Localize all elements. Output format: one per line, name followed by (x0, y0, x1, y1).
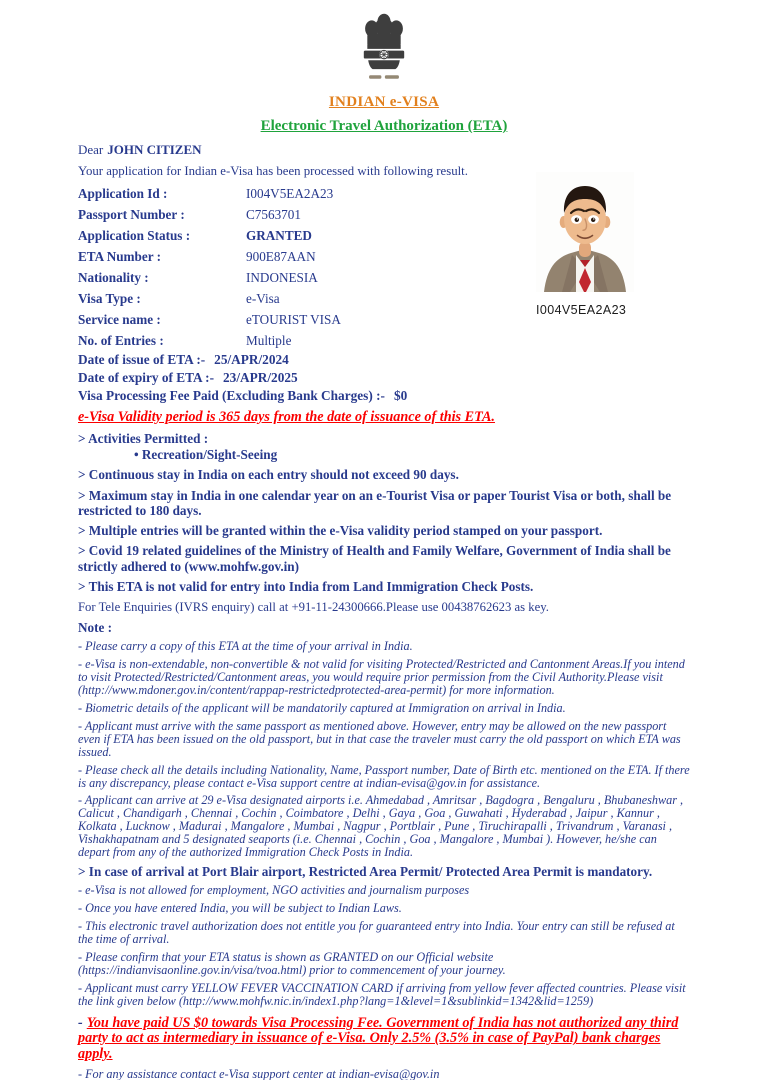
detail-value: 900E87AAN (246, 248, 316, 264)
page-subtitle: Electronic Travel Authorization (ETA) (260, 118, 508, 134)
detail-value: INDONESIA (246, 269, 318, 285)
guideline-maximum-stay: > Maximum stay in India in one calendar year on an e-Tourist Visa or paper Tourist Visa or both, shall be restricted to 180 days. (78, 487, 672, 518)
detail-label: ETA Number : (78, 248, 162, 264)
note-confirm-status: - Please confirm that your ETA status is shown as GRANTED on our Official website (https://indianvisaonline.gov.in/visa/tvoa.html) prior to commencement of your journey. (78, 949, 506, 977)
issue-date-line (78, 351, 690, 369)
expiry-date-line (78, 369, 690, 387)
detail-value: e-Visa (246, 290, 280, 306)
emblem-wrap (78, 12, 690, 89)
issue-date-label: Date of issue of ETA :- (78, 352, 206, 367)
payment-warning-dash: - (78, 1014, 83, 1031)
detail-value: eTOURIST VISA (246, 311, 341, 327)
detail-row-no-of-entries (78, 330, 690, 351)
tele-enquiries-line: For Tele Enquiries (IVRS enquiry) call at +91-11-24300666.Please use 00438762623 as key. (78, 600, 549, 615)
fee-paid-value: $0 (393, 388, 408, 403)
port-blair-notice: > In case of arrival at Port Blair airport, Restricted Area Permit/ Protected Area Permit is mandatory. (78, 863, 653, 879)
guideline-covid: > Covid 19 related guidelines of the Ministry of Health and Family Welfare, Government of India shall be strictly adhered to (www.mohfw.gov.in) (78, 543, 671, 574)
applicant-photo (536, 172, 634, 317)
note-yellow-fever: - Applicant must carry YELLOW FEVER VACCINATION CARD if arriving from yellow fever affected countries. Please visit the link given below (http://www.mohfw.nic.in/index1.php?lang=1&level=1&sublinkid=1342&lid=1259) (78, 980, 686, 1008)
ashoka-emblem-icon (359, 12, 409, 84)
note-non-extendable: - e-Visa is non-extendable, non-convertible & not valid for visiting Protected/Restricted and Cantonment Areas.If you intend to visit Protected/Restricted/Cantonment areas, you would require prior permission from the Civil Authority.Please visit (http://www.mdoner.gov.in/content/rappap-restrictedprotected-area-permit) for more information. (78, 657, 685, 698)
status-value-granted: GRANTED (246, 227, 312, 243)
note-heading: Note : (78, 620, 113, 636)
payment-warning (78, 1016, 690, 1063)
activities-bullet: • Recreation/Sight-Seeing (134, 447, 278, 463)
note-no-guaranteed-entry: - This electronic travel authorization does not entitle you for guaranteed entry into India. Your entry can still be refused at the time of arrival. (78, 919, 675, 946)
photo-caption: I004V5EA2A23 (536, 303, 627, 317)
issue-date-value: 25/APR/2024 (214, 352, 289, 367)
expiry-date-value: 23/APR/2025 (223, 370, 298, 385)
fee-paid-line (78, 387, 690, 405)
applicant-name: JOHN CITIZEN (107, 142, 202, 157)
page-title: INDIAN e-VISA (328, 94, 440, 110)
greeting (78, 142, 690, 158)
note-no-employment: - e-Visa is not allowed for employment, NGO activities and journalism purposes (78, 883, 470, 898)
fee-paid-label: Visa Processing Fee Paid (Excluding Bank Charges) :- (78, 388, 385, 403)
detail-label: Application Id : (78, 185, 168, 201)
detail-value: I004V5EA2A23 (246, 185, 334, 201)
note-designated-airports: - Applicant can arrive at 29 e-Visa designated airports i.e. Ahmedabad , Amritsar , Bagdogra , Bengaluru , Bhubaneshwar , Calicut , Chandigarh , Chennai , Cochin , Coimbatore , Delhi , Gaya , Goa , Guwahati , Hyderabad , Jaipur , Kannur , Kolkata , Lucknow , Madurai , Mangalore , Mumbai , Nagpur , Portblair , Pune , Tiruchirapalli , Trivandrum , Varanasi , Vishakhapatnam and 5 designated seaports (i.e. Chennai , Cochin , Goa , Mangalore , Mumbai ). However, he/she can depart from any of the authorized Immigration Check Posts in India. (78, 793, 684, 860)
expiry-date-label: Date of expiry of ETA :- (78, 370, 215, 385)
payment-warning-text: You have paid US $0 towards Visa Processing Fee. Government of India has not authorized any third party to act as intermediary in issuance of e-Visa. Only 2.5% (3.5% in case of PayPal) bank charges apply. (78, 1014, 679, 1063)
applicant-photo-image (536, 172, 634, 292)
detail-label: No. of Entries : (78, 332, 164, 348)
intro-text: Your application for Indian e-Visa has been processed with following result. (78, 164, 468, 178)
note-carry-copy: - Please carry a copy of this ETA at the time of your arrival in India. (78, 639, 413, 654)
satyameva-jayate-motto (369, 75, 399, 79)
assistance-note: - For any assistance contact e-Visa support center at indian-evisa@gov.in (78, 1066, 440, 1080)
note-biometric: - Biometric details of the applicant will be mandatorily captured at Immigration on arrival in India. (78, 701, 566, 715)
note-indian-laws: - Once you have entered India, you will be subject to Indian Laws. (78, 901, 402, 916)
guideline-continuous-stay: > Continuous stay in India on each entry should not exceed 90 days. (78, 467, 459, 483)
note-same-passport: - Applicant must arrive with the same passport as mentioned above. However, entry may be allowed on the new passport even if ETA has been issued on the old passport, but in that case the traveler must carry the old passport on which ETA was issued. (78, 718, 681, 759)
detail-value: Multiple (246, 332, 292, 348)
detail-label: Application Status : (78, 227, 191, 243)
detail-label: Nationality : (78, 269, 149, 285)
guideline-multiple-entries: > Multiple entries will be granted within the e-Visa validity period stamped on your passport. (78, 523, 603, 539)
detail-label: Service name : (78, 311, 161, 327)
activities-heading: > Activities Permitted : (78, 431, 209, 446)
validity-notice: e-Visa Validity period is 365 days from the date of issuance of this ETA. (78, 409, 495, 425)
guideline-land-check-posts: > This ETA is not valid for entry into India from Land Immigration Check Posts. (78, 579, 534, 595)
detail-label: Visa Type : (78, 290, 141, 306)
greeting-prefix: Dear (78, 142, 104, 157)
detail-label: Passport Number : (78, 206, 185, 222)
note-check-details: - Please check all the details including Nationality, Name, Passport number, Date of Birth etc. mentioned on the ETA. If there is any discrepancy, please contact e-Visa support centre at indian-evisa@gov.in for assistance. (78, 762, 690, 790)
detail-value: C7563701 (246, 206, 301, 222)
